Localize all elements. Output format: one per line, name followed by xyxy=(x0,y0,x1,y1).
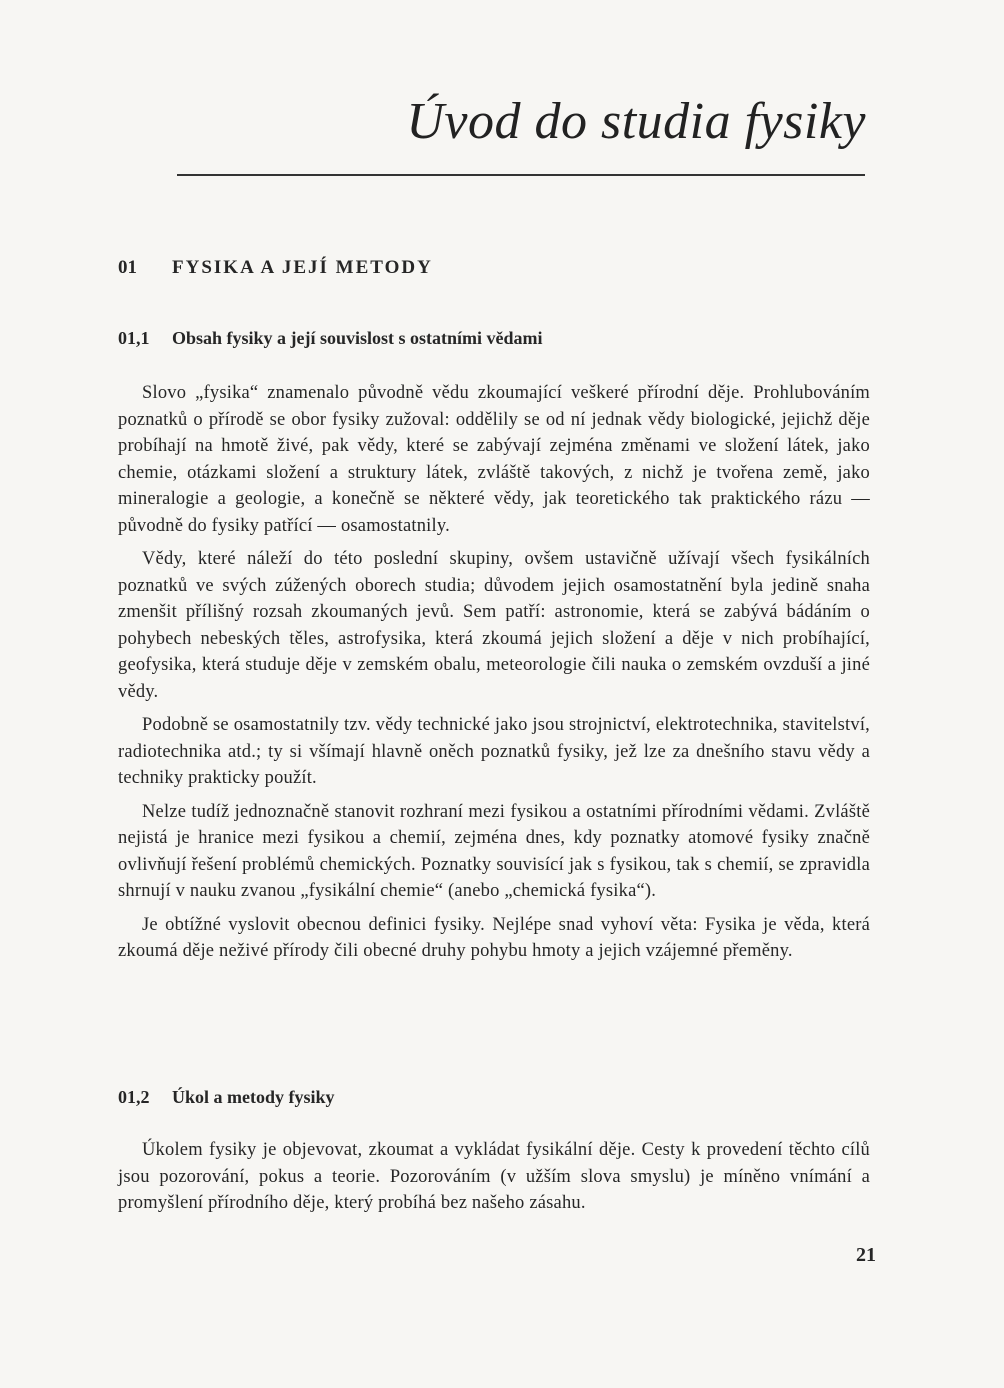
subsection-title: Obsah fysiky a její souvislost s ostatními vědami xyxy=(172,328,543,348)
chapter-title: Úvod do studia fysiky xyxy=(406,93,866,150)
section-title: FYSIKA A JEJÍ METODY xyxy=(172,257,433,278)
subsection-body-2 xyxy=(118,1137,870,1224)
paragraph: Nelze tudíž jednoznačně stanovit rozhraní mezi fysikou a ostatními přírodními vědami. Zvláště nejistá je hranice mezi fysikou a chemií, zejména dnes, kdy poznatky atomové fysiky značně ovlivňují řešení problémů chemických. Poznatky souvisící jak s fysikou, tak s chemií, se zpravidla shrnují v nauku zvanou „fysikální chemie“ (anebo „chemická fysika“). xyxy=(118,801,870,901)
section-heading xyxy=(118,257,433,279)
subsection-body-1 xyxy=(118,380,870,972)
page-number: 21 xyxy=(856,1244,876,1266)
paragraph: Podobně se osamostatnily tzv. vědy technické jako jsou strojnictví, elektrotechnika, stavitelství, radiotechnika atd.; ty si všímají hlavně oněch poznatků fysiky, jež lze za dnešního stavu vědy a techniky prakticky použít. xyxy=(118,715,870,788)
section-number: 01 xyxy=(118,257,137,278)
paragraph: Slovo „fysika“ znamenalo původně vědu zkoumající veškeré přírodní děje. Prohlubováním poznatků o přírodě se obor fysiky zužoval: oddělily se od ní jednak vědy biologické, jejichž děje probíhají na hmotě živé, pak vědy, které se zabývají zejména změnami ve složení látek, jako chemie, otázkami složení a struktury látek, zvláště takových, z nichž je tvořena země, jako mineralogie a geologie, a konečně se některé vědy, jak teoretického tak praktického rázu — původně do fysiky patřící — osamostatnily. xyxy=(118,383,870,536)
paragraph: Úkolem fysiky je objevovat, zkoumat a vykládat fysikální děje. Cesty k provedení těchto cílů jsou pozorování, pokus a teorie. Pozorováním (v užším slova smyslu) je míněno vnímání a promyšlení přírodního děje, který probíhá bez našeho zásahu. xyxy=(118,1140,870,1213)
subsection-heading-2 xyxy=(118,1087,335,1108)
title-rule xyxy=(177,174,865,176)
paragraph: Vědy, které náleží do této poslední skupiny, ovšem ustavičně užívají všech fysikálních poznatků ve svých zúžených oborech studia; důvodem jejich osamostatnění byla jedině snaha zmenšit přílišný rozsah zkoumaných jevů. Sem patří: astronomie, která se zabývá bádáním o pohybech nebeských těles, astrofysika, která zkoumá jejich složení a děje v nich probíhající, geofysika, která studuje děje v zemském obalu, meteorologie čili nauka o zemském ovzduší a jiné vědy. xyxy=(118,549,870,702)
subsection-number: 01,2 xyxy=(118,1087,150,1107)
subsection-number: 01,1 xyxy=(118,328,150,348)
subsection-heading-1 xyxy=(118,328,543,349)
subsection-title: Úkol a metody fysiky xyxy=(172,1087,335,1107)
paragraph: Je obtížné vyslovit obecnou definici fysiky. Nejlépe snad vyhoví věta: Fysika je věda, která zkoumá děje neživé přírody čili obecné druhy pohybu hmoty a jejich vzájemné přeměny. xyxy=(118,914,870,961)
